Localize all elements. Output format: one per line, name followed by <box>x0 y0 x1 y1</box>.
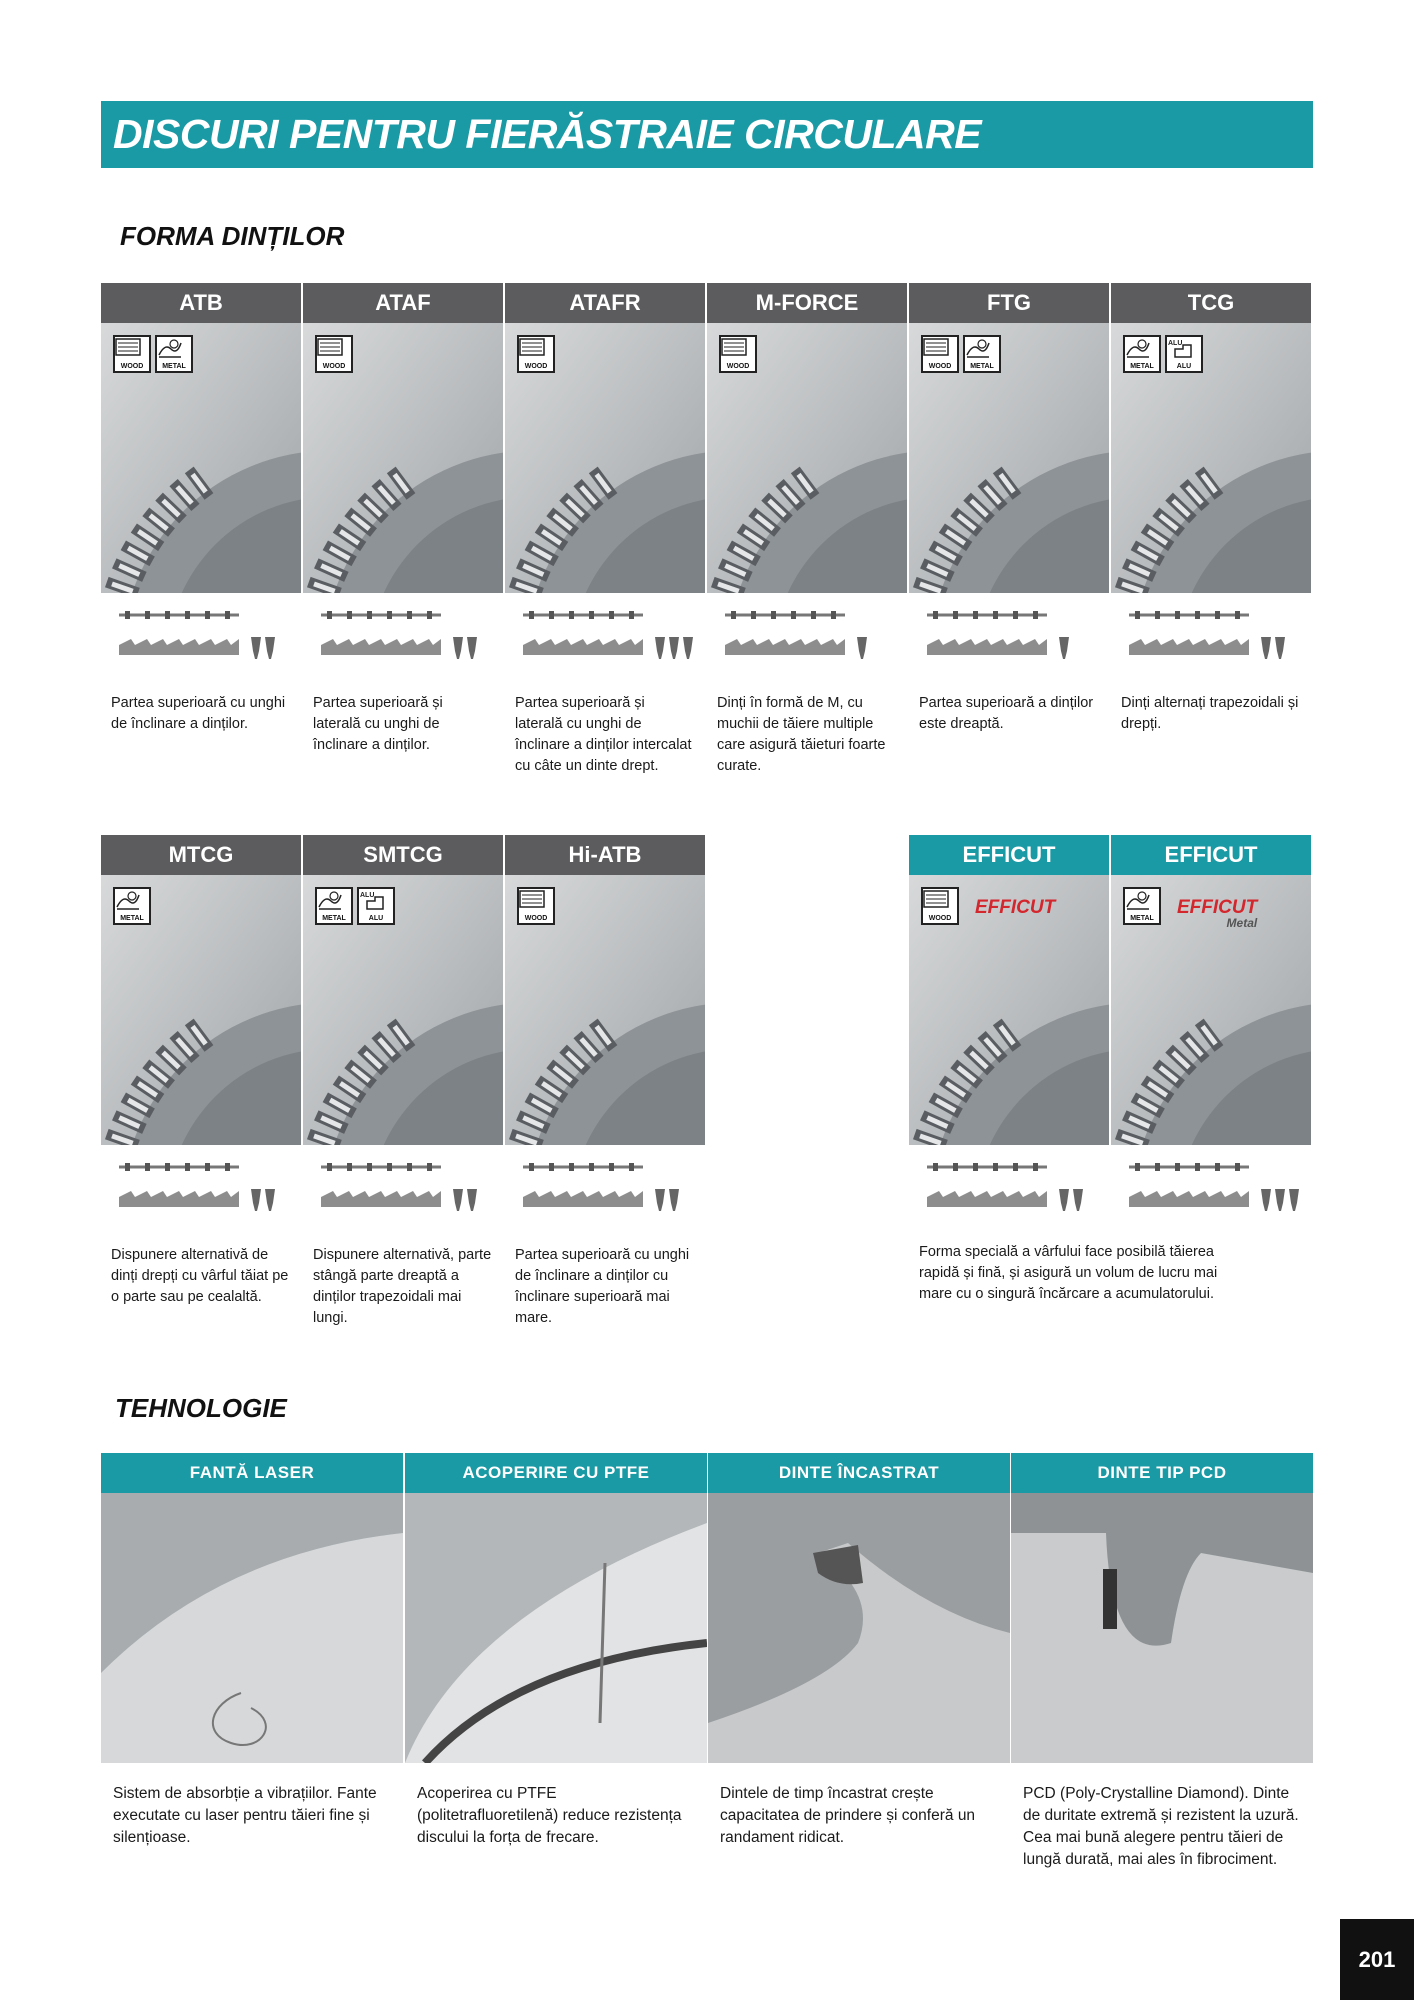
technology-title: DINTE ÎNCASTRAT <box>708 1453 1010 1493</box>
tooth-profile-diagram <box>909 1145 1109 1245</box>
technology-photo-frame <box>1011 1493 1313 1763</box>
tooth-diagram <box>707 593 907 693</box>
material-badges <box>315 335 353 373</box>
card-description: Partea superioară și laterală cu unghi de înclinare a dinților intercalat cu câte un dinte drept. <box>515 695 692 774</box>
card-title: ATAFR <box>505 283 705 323</box>
card-photo <box>303 875 503 1145</box>
tooth-shape-card <box>909 835 1109 1245</box>
tooth-diagram <box>505 593 705 693</box>
technology-description: Dintele de timp încastrat crește capacitatea de prindere și conferă un randament ridicat. <box>720 1785 976 1846</box>
material-badges <box>517 335 555 373</box>
card-title: EFFICUT <box>909 835 1109 875</box>
card-title: FTG <box>909 283 1109 323</box>
card-title: SMTCG <box>303 835 503 875</box>
tooth-diagram <box>909 1145 1109 1245</box>
card-photo <box>707 323 907 593</box>
tooth-diagram <box>909 593 1109 693</box>
card-title: ATAF <box>303 283 503 323</box>
badge-label: ALU <box>1176 363 1192 370</box>
tooth-profile-diagram <box>505 593 705 693</box>
technology-card <box>708 1453 1010 1849</box>
technology-title: DINTE TIP PCD <box>1011 1453 1313 1493</box>
tooth-diagram <box>303 1145 503 1245</box>
section-title-teeth: FORMA DINȚILOR <box>120 221 345 251</box>
card-title: MTCG <box>101 835 301 875</box>
tooth-diagram <box>1111 593 1311 693</box>
section-title-technology: TEHNOLOGIE <box>115 1393 287 1423</box>
card-description: Dinți în formă de M, cu muchii de tăiere multiple care asigură tăieturi foarte curate. <box>717 695 886 774</box>
badge-label: WOOD <box>726 363 750 370</box>
material-badges <box>1123 887 1161 925</box>
tooth-shape-card <box>707 283 907 777</box>
badge-label: WOOD <box>928 915 952 922</box>
technology-photo <box>405 1493 707 1763</box>
card-photo <box>303 323 503 593</box>
card-photo <box>909 875 1109 1145</box>
technology-description: Acoperirea cu PTFE (politetrafluoretilenă) reduce rezistența discului la forța de frecare. <box>417 1785 682 1846</box>
tooth-shape-card <box>1111 835 1311 1245</box>
material-badges <box>517 887 555 925</box>
tooth-profile-diagram <box>303 593 503 693</box>
material-badges <box>113 335 193 373</box>
badge-label: METAL <box>1130 363 1154 370</box>
tooth-profile-diagram <box>505 1145 705 1245</box>
material-badges <box>113 887 151 925</box>
alu-badge <box>1165 335 1203 373</box>
alu-badge <box>357 887 395 925</box>
badge-label: ALU <box>368 915 384 922</box>
page-number: 201 <box>1340 1919 1414 2000</box>
card-photo <box>909 323 1109 593</box>
card-title: M-FORCE <box>707 283 907 323</box>
card-photo <box>101 323 301 593</box>
svg-text:ALU: ALU <box>360 892 375 899</box>
card-photo <box>505 875 705 1145</box>
badge-label: METAL <box>322 915 346 922</box>
efficut-logo: EFFICUT <box>975 897 1056 918</box>
technology-photo-frame <box>405 1493 707 1763</box>
badge-label: WOOD <box>524 363 548 370</box>
efficut-description: Forma specială a vârfului face posibilă tăierea rapidă și fină, și asigură un volum de lucru mai mare cu o singură încărcare a acumulatorului. <box>919 1244 1218 1302</box>
card-photo <box>101 875 301 1145</box>
card-description: Dispunere alternativă, parte stângă parte dreaptă a dinților trapezoidali mai lungi. <box>313 1247 492 1326</box>
tooth-diagram <box>101 593 301 693</box>
card-title: TCG <box>1111 283 1311 323</box>
tooth-shape-card <box>1111 283 1311 735</box>
metal-badge <box>113 887 151 925</box>
metal-badge <box>155 335 193 373</box>
badge-label: METAL <box>1130 915 1154 922</box>
badge-label: WOOD <box>322 363 346 370</box>
badge-label: METAL <box>970 363 994 370</box>
wood-badge <box>921 335 959 373</box>
badge-label: METAL <box>120 915 144 922</box>
badge-label: WOOD <box>524 915 548 922</box>
tooth-shape-card <box>303 835 503 1329</box>
tooth-profile-diagram <box>101 1145 301 1245</box>
card-description: Partea superioară a dinților este dreaptă. <box>919 695 1094 732</box>
technology-card <box>101 1453 403 1849</box>
card-description: Partea superioară cu unghi de înclinare a dinților cu înclinare superioară mai mare. <box>515 1247 690 1326</box>
wood-badge <box>719 335 757 373</box>
metal-badge <box>963 335 1001 373</box>
card-description: Dispunere alternativă de dinți drepți cu vârful tăiat pe o parte sau pe cealaltă. <box>111 1247 289 1305</box>
efficut-logo: EFFICUT Metal <box>1177 897 1258 930</box>
wood-badge <box>517 887 555 925</box>
technology-description: PCD (Poly-Crystalline Diamond). Dinte de duritate extremă și rezistent la uzură. Cea mai bună alegere pentru tăieri de lungă durată, mai ales în fibrociment. <box>1023 1785 1299 1868</box>
card-description: Partea superioară și laterală cu unghi de înclinare a dinților. <box>313 695 443 753</box>
metal-badge <box>1123 335 1161 373</box>
wood-badge <box>921 887 959 925</box>
material-badges <box>921 335 1001 373</box>
metal-badge <box>315 887 353 925</box>
svg-text:ALU: ALU <box>1168 340 1183 347</box>
technology-photo <box>708 1493 1010 1763</box>
technology-photo <box>101 1493 403 1763</box>
tooth-profile-diagram <box>101 593 301 693</box>
tooth-shape-card <box>303 283 503 756</box>
technology-card <box>405 1453 707 1849</box>
technology-description: Sistem de absorbție a vibrațiilor. Fante executate cu laser pentru tăieri fine și silențioase. <box>113 1785 377 1846</box>
badge-label: METAL <box>162 363 186 370</box>
card-photo <box>505 323 705 593</box>
tooth-diagram <box>101 1145 301 1245</box>
metal-badge <box>1123 887 1161 925</box>
technology-photo <box>1011 1493 1313 1763</box>
tooth-shape-card <box>505 283 705 777</box>
tooth-shape-card <box>101 835 301 1308</box>
card-description: Partea superioară cu unghi de înclinare a dinților. <box>111 695 286 732</box>
badge-label: WOOD <box>120 363 144 370</box>
card-title: EFFICUT <box>1111 835 1311 875</box>
tooth-diagram <box>1111 1145 1311 1245</box>
wood-badge <box>315 335 353 373</box>
technology-card <box>1011 1453 1313 1871</box>
tooth-shape-card <box>909 283 1109 735</box>
wood-badge <box>517 335 555 373</box>
tooth-shape-card <box>101 283 301 735</box>
tooth-shape-card <box>505 835 705 1329</box>
tooth-diagram <box>505 1145 705 1245</box>
material-badges <box>315 887 395 925</box>
title-banner <box>101 101 1313 168</box>
technology-title: ACOPERIRE CU PTFE <box>405 1453 707 1493</box>
card-description: Dinți alternați trapezoidali și drepți. <box>1121 695 1299 732</box>
card-photo <box>1111 323 1311 593</box>
tooth-profile-diagram <box>909 593 1109 693</box>
technology-title: FANTĂ LASER <box>101 1453 403 1493</box>
card-title: ATB <box>101 283 301 323</box>
tooth-profile-diagram <box>707 593 907 693</box>
tooth-diagram <box>303 593 503 693</box>
tooth-profile-diagram <box>1111 1145 1311 1245</box>
tooth-profile-diagram <box>1111 593 1311 693</box>
card-photo <box>1111 875 1311 1145</box>
material-badges <box>921 887 959 925</box>
technology-photo-frame <box>101 1493 403 1763</box>
wood-badge <box>113 335 151 373</box>
material-badges <box>719 335 757 373</box>
technology-photo-frame <box>708 1493 1010 1763</box>
page-title: DISCURI PENTRU FIERĂSTRAIE CIRCULARE <box>113 111 982 157</box>
tooth-profile-diagram <box>303 1145 503 1245</box>
material-badges <box>1123 335 1203 373</box>
card-title: Hi-ATB <box>505 835 705 875</box>
badge-label: WOOD <box>928 363 952 370</box>
